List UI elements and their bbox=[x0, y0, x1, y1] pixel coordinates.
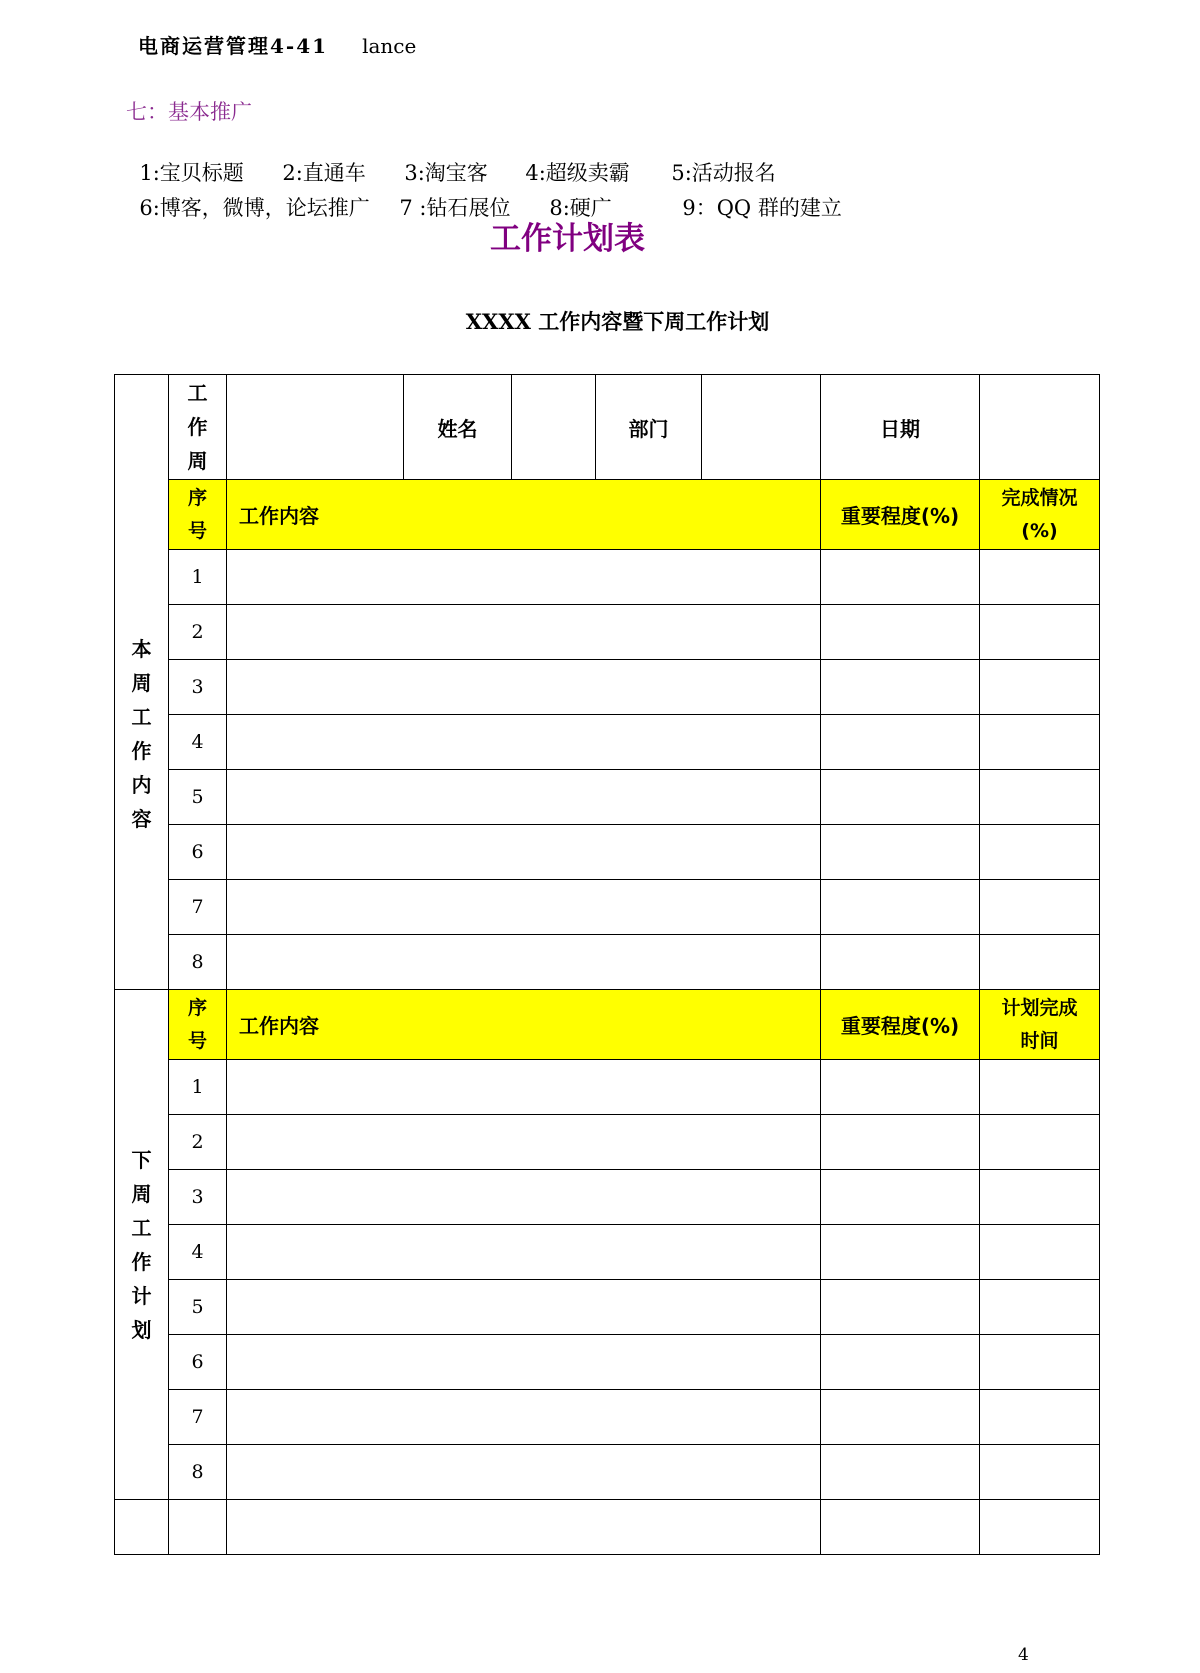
content-cell[interactable] bbox=[227, 1225, 821, 1280]
content-cell[interactable] bbox=[227, 935, 821, 990]
promo-item: 1:宝贝标题 bbox=[139, 161, 244, 185]
page-title: 工作计划表 bbox=[490, 221, 645, 257]
footer-cell[interactable] bbox=[227, 1500, 821, 1555]
name-label: 姓名 bbox=[404, 375, 512, 480]
name-value-cell[interactable] bbox=[512, 375, 596, 480]
table-row bbox=[115, 550, 1100, 605]
status-cell[interactable] bbox=[980, 715, 1100, 770]
date-value-cell[interactable] bbox=[980, 375, 1100, 480]
promo-item: 2:直通车 bbox=[282, 161, 366, 185]
table-row bbox=[115, 1445, 1100, 1500]
table-row bbox=[115, 1335, 1100, 1390]
importance-cell[interactable] bbox=[821, 605, 980, 660]
table-row bbox=[115, 605, 1100, 660]
table-row bbox=[115, 1115, 1100, 1170]
row-number: 5 bbox=[169, 770, 227, 825]
row-number: 2 bbox=[169, 1115, 227, 1170]
row-number: 3 bbox=[169, 660, 227, 715]
header-title: 电商运营管理4-41 bbox=[138, 34, 329, 58]
content-cell[interactable] bbox=[227, 1390, 821, 1445]
content-cell[interactable] bbox=[227, 660, 821, 715]
table-header-row bbox=[115, 375, 1100, 480]
table-row bbox=[115, 1170, 1100, 1225]
section-heading: 七：基本推广 bbox=[126, 100, 252, 124]
importance-cell[interactable] bbox=[821, 935, 980, 990]
row-number: 1 bbox=[169, 1060, 227, 1115]
planned-time-cell[interactable] bbox=[980, 1445, 1100, 1500]
footer-cell[interactable] bbox=[169, 1500, 227, 1555]
importance-cell[interactable] bbox=[821, 660, 980, 715]
table-row bbox=[115, 1225, 1100, 1280]
content-cell[interactable] bbox=[227, 1280, 821, 1335]
content-cell[interactable] bbox=[227, 550, 821, 605]
content-cell[interactable] bbox=[227, 1445, 821, 1500]
next-week-side-label: 下 周 工 作 计 划 bbox=[115, 990, 169, 1500]
header-author: lance bbox=[362, 34, 417, 58]
promo-item: 3:淘宝客 bbox=[404, 161, 488, 185]
planned-time-cell[interactable] bbox=[980, 1115, 1100, 1170]
page-subtitle: XXXX 工作内容暨下周工作计划 bbox=[465, 309, 770, 334]
table-row bbox=[115, 825, 1100, 880]
seq-label: 序 号 bbox=[169, 480, 227, 550]
table-row bbox=[115, 935, 1100, 990]
content-cell[interactable] bbox=[227, 825, 821, 880]
row-number: 1 bbox=[169, 550, 227, 605]
date-label: 日期 bbox=[821, 375, 980, 480]
content-label: 工作内容 bbox=[227, 990, 821, 1060]
page-number: 4 bbox=[1018, 1645, 1029, 1665]
importance-cell[interactable] bbox=[821, 825, 980, 880]
row-number: 7 bbox=[169, 880, 227, 935]
content-cell[interactable] bbox=[227, 1060, 821, 1115]
row-number: 4 bbox=[169, 715, 227, 770]
status-cell[interactable] bbox=[980, 770, 1100, 825]
dept-value-cell[interactable] bbox=[702, 375, 821, 480]
table-row bbox=[115, 880, 1100, 935]
importance-cell[interactable] bbox=[821, 1335, 980, 1390]
promo-item: 4:超级卖霸 bbox=[525, 161, 630, 185]
importance-cell[interactable] bbox=[821, 550, 980, 605]
planned-time-cell[interactable] bbox=[980, 1390, 1100, 1445]
importance-cell[interactable] bbox=[821, 880, 980, 935]
row-number: 8 bbox=[169, 1445, 227, 1500]
importance-cell[interactable] bbox=[821, 1390, 980, 1445]
status-cell[interactable] bbox=[980, 825, 1100, 880]
row-number: 8 bbox=[169, 935, 227, 990]
row-number: 6 bbox=[169, 825, 227, 880]
content-cell[interactable] bbox=[227, 1170, 821, 1225]
importance-cell[interactable] bbox=[821, 1170, 980, 1225]
content-cell[interactable] bbox=[227, 605, 821, 660]
table-row bbox=[115, 770, 1100, 825]
content-cell[interactable] bbox=[227, 770, 821, 825]
planned-time-cell[interactable] bbox=[980, 1280, 1100, 1335]
this-week-side-label: 本 周 工 作 内 容 bbox=[115, 480, 169, 990]
planned-time-cell[interactable] bbox=[980, 1335, 1100, 1390]
footer-cell[interactable] bbox=[821, 1500, 980, 1555]
importance-label: 重要程度(%) bbox=[821, 990, 980, 1060]
row-number: 5 bbox=[169, 1280, 227, 1335]
status-cell[interactable] bbox=[980, 550, 1100, 605]
planned-time-label: 计划完成 时间 bbox=[980, 990, 1100, 1060]
importance-cell[interactable] bbox=[821, 1225, 980, 1280]
row-number: 4 bbox=[169, 1225, 227, 1280]
importance-label: 重要程度(%) bbox=[821, 480, 980, 550]
row-number: 7 bbox=[169, 1390, 227, 1445]
row-number: 6 bbox=[169, 1335, 227, 1390]
page-header bbox=[138, 30, 416, 59]
footer-cell[interactable] bbox=[980, 1500, 1100, 1555]
row-number: 3 bbox=[169, 1170, 227, 1225]
table-row bbox=[115, 660, 1100, 715]
promo-item: 9：QQ 群的建立 bbox=[682, 196, 842, 220]
table-row bbox=[115, 1060, 1100, 1115]
promo-item: 5:活动报名 bbox=[671, 161, 776, 185]
planned-time-cell[interactable] bbox=[980, 1225, 1100, 1280]
promo-item: 6:博客，微博，论坛推广 bbox=[139, 196, 370, 220]
planned-time-cell[interactable] bbox=[980, 1060, 1100, 1115]
status-cell[interactable] bbox=[980, 935, 1100, 990]
importance-cell[interactable] bbox=[821, 1280, 980, 1335]
status-cell[interactable] bbox=[980, 660, 1100, 715]
status-cell[interactable] bbox=[980, 605, 1100, 660]
seq-label: 序 号 bbox=[169, 990, 227, 1060]
table-row bbox=[115, 715, 1100, 770]
promo-item: 7 :钻石展位 bbox=[399, 196, 511, 220]
content-cell[interactable] bbox=[227, 715, 821, 770]
content-label: 工作内容 bbox=[227, 480, 821, 550]
importance-cell[interactable] bbox=[821, 1445, 980, 1500]
week-label: 工 作 周 bbox=[169, 375, 227, 480]
row-number: 2 bbox=[169, 605, 227, 660]
promo-item: 8:硬广 bbox=[549, 196, 612, 220]
importance-cell[interactable] bbox=[821, 1115, 980, 1170]
content-cell[interactable] bbox=[227, 1335, 821, 1390]
blank-cell bbox=[115, 375, 169, 480]
table-row bbox=[115, 1390, 1100, 1445]
content-cell[interactable] bbox=[227, 1115, 821, 1170]
work-plan-table bbox=[114, 374, 1100, 1555]
table-footer-row bbox=[115, 1500, 1100, 1555]
importance-cell[interactable] bbox=[821, 770, 980, 825]
week-value-cell[interactable] bbox=[227, 375, 404, 480]
content-cell[interactable] bbox=[227, 880, 821, 935]
planned-time-cell[interactable] bbox=[980, 1170, 1100, 1225]
importance-cell[interactable] bbox=[821, 715, 980, 770]
this-week-header-row bbox=[115, 480, 1100, 550]
table-row bbox=[115, 1280, 1100, 1335]
status-label: 完成情况 (%) bbox=[980, 480, 1100, 550]
footer-cell[interactable] bbox=[115, 1500, 169, 1555]
next-week-header-row bbox=[115, 990, 1100, 1060]
importance-cell[interactable] bbox=[821, 1060, 980, 1115]
dept-label: 部门 bbox=[596, 375, 702, 480]
status-cell[interactable] bbox=[980, 880, 1100, 935]
